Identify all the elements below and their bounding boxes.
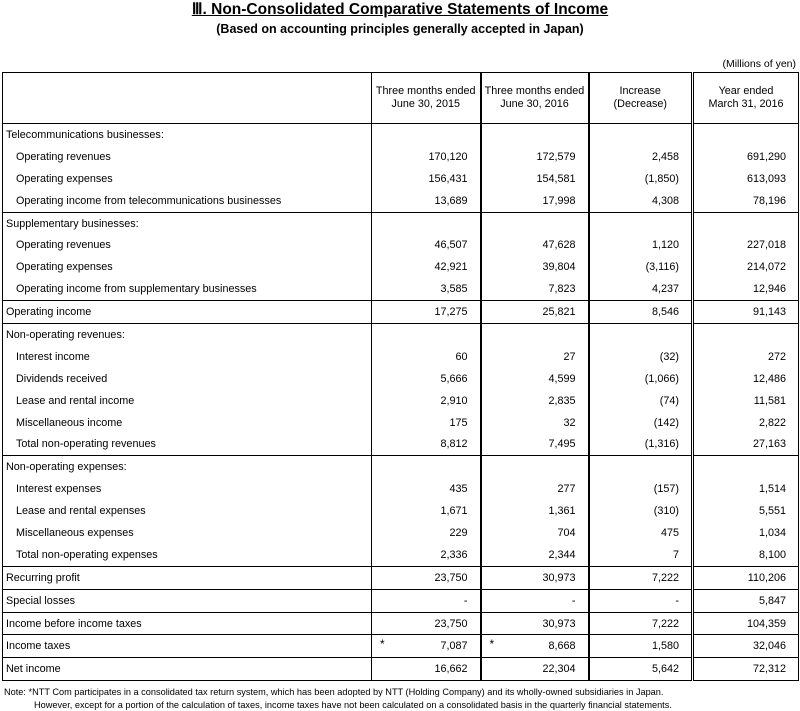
value-q2016-text: 1,361: [548, 505, 576, 518]
footnote-line2: However, except for a portion of the calculation of taxes, income taxes have not been calculated on a consolidated basis in the quarterly financial statements.: [34, 699, 672, 710]
value-increase-text: -: [675, 594, 679, 607]
value-q2016: [481, 124, 589, 146]
value-q2016-text: 30,973: [542, 617, 576, 630]
row-label: Interest income: [3, 346, 372, 368]
value-increase: [589, 168, 693, 190]
value-increase: [589, 324, 693, 346]
value-year-text: 691,290: [746, 150, 786, 163]
value-increase-text: (32): [659, 350, 679, 363]
page-subtitle: (Based on accounting principles generally accepted in Japan): [216, 22, 584, 36]
value-year-text: 272: [767, 350, 786, 363]
value-q2016-text: 2,344: [548, 548, 576, 561]
value-q2016-text: 7,495: [548, 438, 576, 451]
header-increase-line2: (Decrease): [613, 98, 667, 110]
value-year: [693, 256, 799, 278]
row-label: Total non-operating expenses: [3, 544, 372, 566]
value-q2015-text: 46,507: [434, 239, 468, 252]
page-title: Ⅲ. Non-Consolidated Comparative Statements of Income: [191, 1, 609, 18]
value-q2016-text: 154,581: [536, 172, 576, 185]
value-q2015-text: 1,671: [440, 505, 468, 518]
header-increase-line1: Increase: [619, 85, 661, 97]
value-q2015: [372, 412, 481, 434]
value-year-text: 5,847: [758, 594, 786, 607]
value-increase: [589, 146, 693, 168]
value-increase-text: 2,458: [651, 150, 679, 163]
value-q2016: [481, 433, 589, 455]
value-q2015: [372, 522, 481, 544]
value-increase: [589, 346, 693, 368]
value-q2015-text: 3,585: [440, 283, 468, 296]
value-q2015-text: 60: [455, 350, 468, 363]
value-q2015: [372, 234, 481, 256]
value-increase-text: 5,642: [651, 663, 679, 676]
value-year: [693, 146, 799, 168]
row-label: Operating income: [3, 301, 372, 324]
table-row: [3, 301, 799, 324]
value-q2016: [481, 478, 589, 500]
row-label: Lease and rental income: [3, 390, 372, 412]
footnote: [4, 686, 800, 711]
value-q2015-text: 2,336: [440, 548, 468, 561]
value-q2015-text: 229: [449, 526, 468, 539]
row-label: Interest expenses: [3, 478, 372, 500]
income-statement-table: [2, 72, 799, 681]
value-year: [693, 234, 799, 256]
value-q2016-text: 4,599: [548, 372, 576, 385]
value-q2015: [372, 324, 481, 346]
table-row: [3, 412, 799, 434]
table-row: [3, 168, 799, 190]
value-q2015-text: 42,921: [434, 261, 468, 274]
value-increase-text: (1,066): [644, 372, 679, 385]
value-year: [693, 658, 799, 681]
value-q2016-text: 27: [563, 350, 576, 363]
value-increase-text: (3,116): [645, 261, 679, 274]
value-q2015-text: 156,431: [428, 172, 468, 185]
value-q2016: [481, 589, 589, 612]
row-label: Special losses: [3, 589, 372, 612]
value-q2016: [481, 234, 589, 256]
value-q2016-text: 25,821: [542, 306, 576, 319]
table-row: [3, 278, 799, 300]
value-increase-text: (157): [653, 483, 679, 496]
row-label: Income taxes: [3, 635, 372, 658]
row-label: Operating revenues: [3, 234, 372, 256]
value-year-text: 5,551: [758, 505, 786, 518]
value-year: [693, 478, 799, 500]
value-year-text: 110,206: [747, 571, 786, 584]
value-q2015-text: 23,750: [434, 617, 468, 630]
value-q2015: [372, 544, 481, 566]
value-q2015: [372, 212, 481, 234]
value-increase-text: 8,546: [651, 306, 679, 319]
value-year-text: 227,018: [746, 239, 786, 252]
value-q2016: [481, 522, 589, 544]
value-q2015-text: 17,275: [434, 306, 468, 319]
value-increase-text: 4,237: [651, 283, 679, 296]
value-increase-text: (310): [653, 505, 679, 518]
table-row: [3, 456, 799, 478]
value-q2016: [481, 412, 589, 434]
table-row: [3, 566, 799, 589]
value-increase: [589, 190, 693, 212]
value-q2016-text: 22,304: [542, 663, 576, 676]
value-increase: [589, 301, 693, 324]
value-q2015: [372, 190, 481, 212]
value-year-text: 214,072: [746, 261, 786, 274]
value-q2015: [372, 566, 481, 589]
value-increase: [589, 522, 693, 544]
value-q2016-text: 39,804: [542, 261, 576, 274]
value-q2016-text: 47,628: [542, 239, 576, 252]
value-increase: [589, 589, 693, 612]
row-label: Operating revenues: [3, 146, 372, 168]
value-year: [693, 190, 799, 212]
value-q2016: [481, 324, 589, 346]
value-q2016-text: 704: [557, 526, 576, 539]
value-q2015-text: 23,750: [434, 571, 468, 584]
value-q2016-text: 277: [557, 483, 576, 496]
value-q2016-text: 7,823: [548, 283, 576, 296]
value-q2015-text: 5,666: [440, 372, 468, 385]
value-q2016: [481, 256, 589, 278]
row-label: Operating income from telecommunications businesses: [3, 190, 372, 212]
value-increase-text: (142): [653, 416, 679, 429]
value-year: [693, 612, 799, 635]
header-q2016-line2: June 30, 2016: [500, 98, 569, 110]
table-row: [3, 500, 799, 522]
value-q2015: [372, 301, 481, 324]
value-year: [693, 589, 799, 612]
value-year: [693, 278, 799, 300]
value-q2015-text: 13,689: [434, 194, 468, 207]
value-q2015: [372, 124, 481, 146]
value-q2015: [372, 256, 481, 278]
row-label: Operating income from supplementary businesses: [3, 278, 372, 300]
row-label: Operating expenses: [3, 256, 372, 278]
value-q2015-text: -: [463, 594, 468, 607]
value-q2015-text: 175: [449, 416, 468, 429]
value-increase: [589, 433, 693, 455]
value-increase-text: 4,308: [651, 194, 679, 207]
table-row: [3, 368, 799, 390]
table-row: [3, 478, 799, 500]
value-year-text: 27,163: [752, 438, 786, 451]
tax-note-marker: *: [489, 637, 495, 652]
unit-label: (Millions of yen): [722, 58, 796, 70]
value-year-text: 1,034: [758, 526, 786, 539]
value-q2015: [372, 368, 481, 390]
value-year: [693, 212, 799, 234]
value-year: [693, 324, 799, 346]
value-q2015: [372, 478, 481, 500]
value-year-text: 613,093: [746, 172, 786, 185]
header-year-line2: March 31, 2016: [708, 98, 784, 110]
tax-note-marker: *: [380, 637, 385, 652]
value-year: [693, 346, 799, 368]
value-increase-text: (1,850): [644, 172, 679, 185]
value-increase: [589, 612, 693, 635]
header-increase: [589, 73, 693, 124]
value-q2015: [372, 146, 481, 168]
value-q2016: [481, 612, 589, 635]
header-label-cell: [3, 73, 372, 124]
value-q2016: [481, 368, 589, 390]
value-q2015: [372, 390, 481, 412]
table-row: [3, 390, 799, 412]
value-q2016: [481, 278, 589, 300]
value-year-text: 91,143: [752, 306, 786, 319]
value-year: [693, 390, 799, 412]
table-row: [3, 124, 799, 146]
income-statement-table-wrap: [2, 72, 798, 681]
value-q2016: [481, 301, 589, 324]
table-row: [3, 346, 799, 368]
row-label: Non-operating revenues:: [3, 324, 372, 346]
header-q2015-line2: June 30, 2015: [391, 98, 460, 110]
value-year: [693, 500, 799, 522]
value-increase: [589, 256, 693, 278]
value-q2016-text: 172,579: [536, 150, 576, 163]
value-q2016-text: 17,998: [542, 194, 576, 207]
header-q2016-line1: Three months ended: [484, 85, 585, 97]
value-year: [693, 368, 799, 390]
value-year-text: 12,486: [752, 372, 786, 385]
value-increase: [589, 658, 693, 681]
value-increase: [589, 456, 693, 478]
value-increase-text: 475: [660, 526, 679, 539]
value-q2015-text: 7,087: [440, 640, 468, 653]
row-label: Recurring profit: [3, 566, 372, 589]
value-year-text: 72,312: [752, 663, 786, 676]
value-year: [693, 456, 799, 478]
table-row: [3, 433, 799, 455]
value-year: [693, 433, 799, 455]
value-increase: [589, 124, 693, 146]
value-q2016: [481, 168, 589, 190]
value-increase-text: 1,120: [651, 239, 679, 252]
value-q2016: [481, 456, 589, 478]
value-year-text: 1,514: [758, 483, 786, 496]
table-row: [3, 324, 799, 346]
value-q2015-text: 16,662: [434, 663, 468, 676]
value-q2016-text: 32: [563, 416, 576, 429]
value-year-text: 2,822: [758, 416, 786, 429]
value-q2015: [372, 346, 481, 368]
value-increase: [589, 478, 693, 500]
table-row: [3, 589, 799, 612]
value-increase-text: 7,222: [651, 571, 679, 584]
table-row: [3, 635, 799, 658]
value-q2015-text: 435: [449, 483, 468, 496]
value-increase-text: 7,222: [651, 617, 679, 630]
value-year: [693, 124, 799, 146]
value-q2016-text: 8,668: [548, 640, 576, 653]
row-label: Miscellaneous expenses: [3, 522, 372, 544]
table-row: [3, 234, 799, 256]
value-q2016: [481, 146, 589, 168]
value-increase-text: (74): [659, 394, 679, 407]
header-q2015: [372, 73, 481, 124]
header-q2016: [481, 73, 589, 124]
value-q2015: [372, 635, 481, 658]
table-row: [3, 256, 799, 278]
value-q2016-text: 2,835: [548, 394, 576, 407]
value-increase: [589, 278, 693, 300]
value-year: [693, 544, 799, 566]
value-year-text: 8,100: [758, 548, 786, 561]
value-q2016: [481, 566, 589, 589]
value-year-text: 32,046: [752, 640, 786, 653]
row-label: Supplementary businesses:: [3, 212, 372, 234]
table-row: [3, 544, 799, 566]
value-q2016: [481, 390, 589, 412]
table-row: [3, 146, 799, 168]
value-q2015-text: 8,812: [440, 438, 468, 451]
row-label: Income before income taxes: [3, 612, 372, 635]
value-year: [693, 168, 799, 190]
value-year-text: 104,359: [746, 617, 786, 630]
row-label: Lease and rental expenses: [3, 500, 372, 522]
row-label: Net income: [3, 658, 372, 681]
value-year: [693, 635, 799, 658]
value-increase-text: 1,580: [651, 640, 679, 653]
value-q2015: [372, 500, 481, 522]
value-year: [693, 566, 799, 589]
value-year-text: 12,946: [752, 283, 786, 296]
value-increase: [589, 500, 693, 522]
row-label: Dividends received: [3, 368, 372, 390]
value-q2015: [372, 456, 481, 478]
value-q2016-text: -: [571, 594, 576, 607]
value-q2016: [481, 500, 589, 522]
value-increase: [589, 390, 693, 412]
value-q2015-text: 2,910: [440, 394, 468, 407]
value-q2016: [481, 658, 589, 681]
value-increase: [589, 544, 693, 566]
value-q2016: [481, 346, 589, 368]
value-year-text: 11,581: [753, 394, 786, 407]
value-q2015: [372, 278, 481, 300]
value-increase: [589, 234, 693, 256]
value-q2015: [372, 612, 481, 635]
table-row: [3, 190, 799, 212]
value-q2015: [372, 589, 481, 612]
value-q2015: [372, 658, 481, 681]
value-q2016: [481, 635, 589, 658]
value-q2015: [372, 168, 481, 190]
row-label: Total non-operating revenues: [3, 433, 372, 455]
table-header-row: [3, 73, 799, 124]
value-q2016: [481, 544, 589, 566]
value-increase: [589, 566, 693, 589]
value-q2015-text: 170,120: [428, 150, 468, 163]
value-q2016: [481, 212, 589, 234]
table-row: [3, 522, 799, 544]
header-year-line1: Year ended: [718, 85, 774, 97]
header-q2015-line1: Three months ended: [375, 85, 476, 97]
value-increase: [589, 412, 693, 434]
value-year: [693, 301, 799, 324]
table-row: [3, 212, 799, 234]
row-label: Telecommunications businesses:: [3, 124, 372, 146]
value-increase: [589, 212, 693, 234]
table-row: [3, 658, 799, 681]
value-year: [693, 522, 799, 544]
footnote-line1: Note: *NTT Com participates in a consolidated tax return system, which has been adopted by NTT (Holding Company) and its wholly-owned subsidiaries in Japan.: [4, 687, 664, 697]
value-increase: [589, 368, 693, 390]
value-increase: [589, 635, 693, 658]
value-q2016: [481, 190, 589, 212]
table-row: [3, 612, 799, 635]
value-year: [693, 412, 799, 434]
value-increase-text: 7: [672, 548, 679, 561]
value-year-text: 78,196: [752, 194, 786, 207]
value-increase-text: (1,316): [644, 438, 679, 451]
header-year: [693, 73, 799, 124]
row-label: Non-operating expenses:: [3, 456, 372, 478]
value-q2015: [372, 433, 481, 455]
value-q2016-text: 30,973: [542, 571, 576, 584]
table-body: [3, 124, 799, 681]
row-label: Miscellaneous income: [3, 412, 372, 434]
row-label: Operating expenses: [3, 168, 372, 190]
